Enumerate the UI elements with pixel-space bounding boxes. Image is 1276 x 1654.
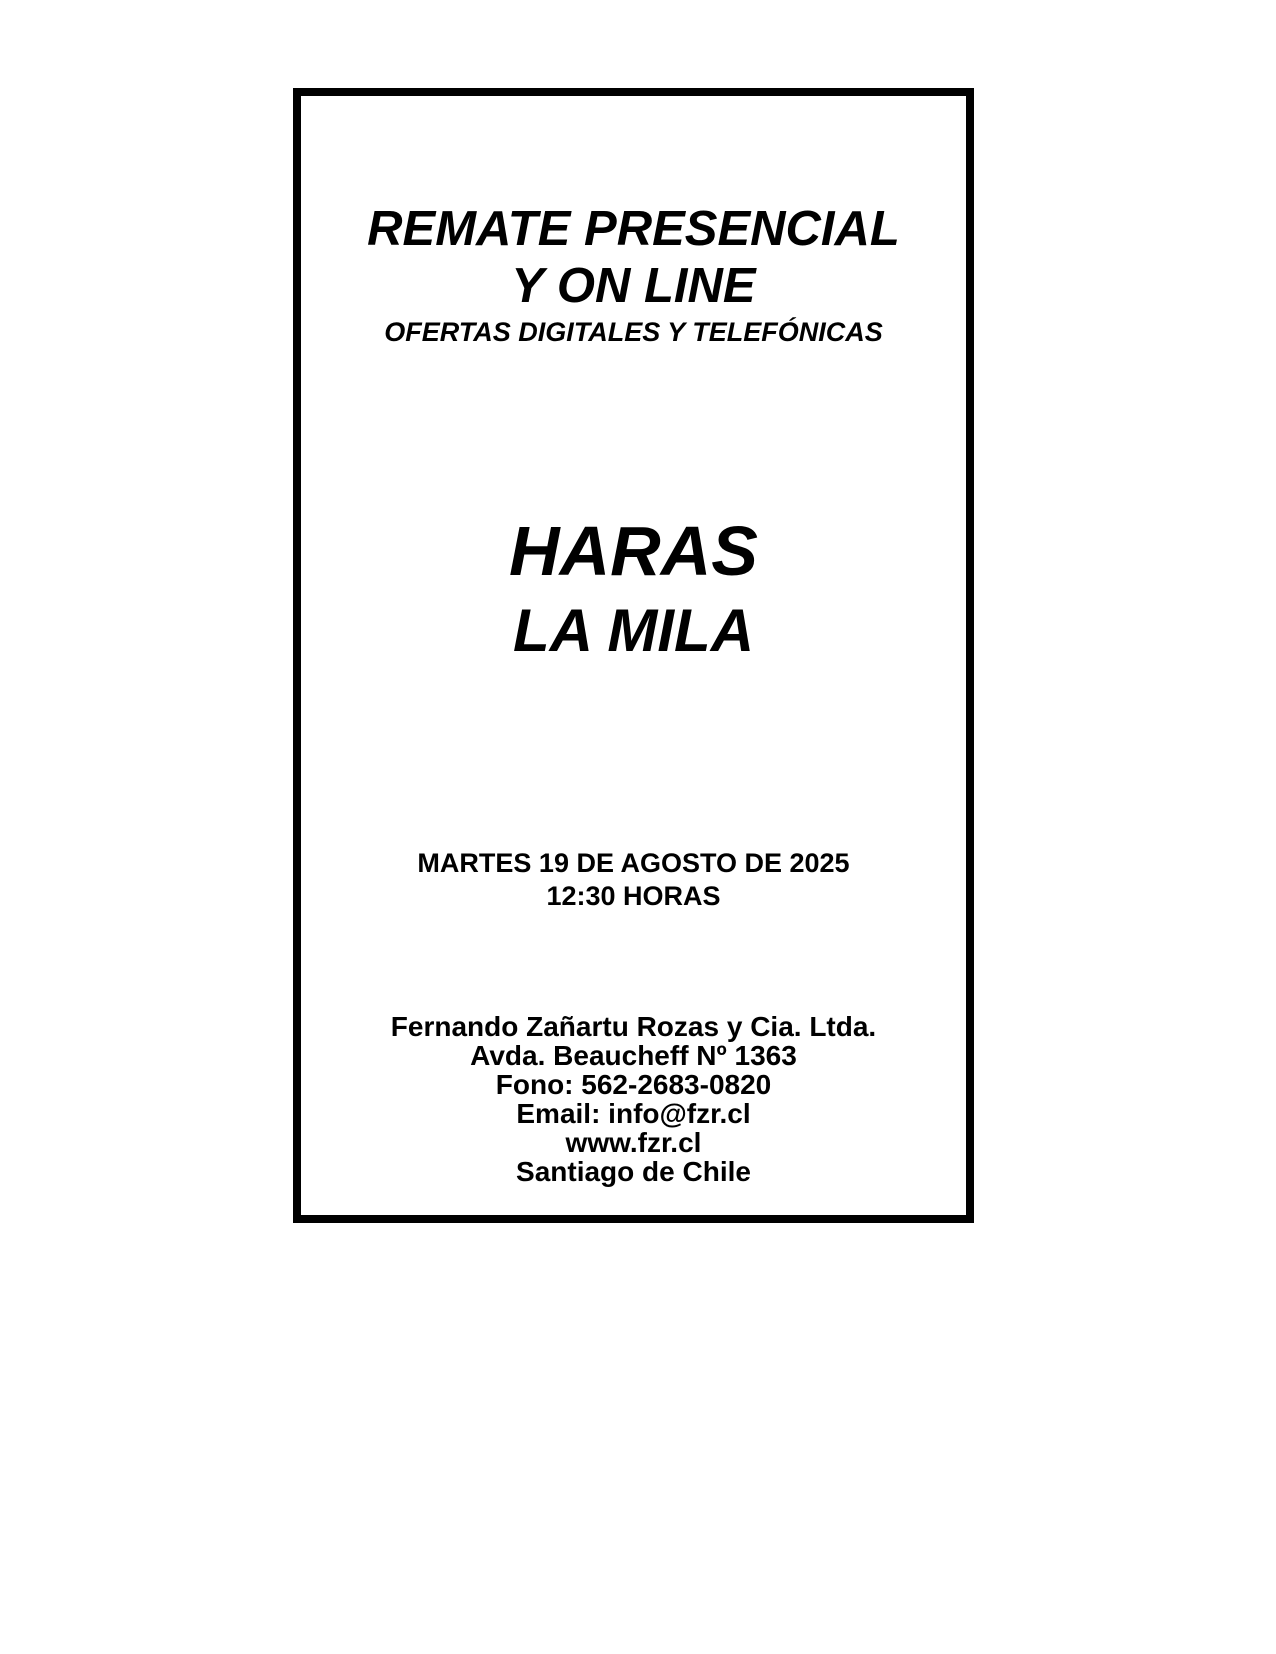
email: Email: info@fzr.cl [516,1098,751,1129]
title-line-2: Y ON LINE [511,259,756,313]
haras-title: HARAS [509,512,758,590]
contact-block [301,1012,966,1186]
cover-frame [293,88,974,1223]
phone: Fono: 562-2683-0820 [495,1069,772,1100]
website: www.fzr.cl [565,1127,702,1158]
city: Santiago de Chile [516,1156,751,1187]
event-time: 12:30 HORAS [546,881,721,911]
company-name: Fernando Zañartu Rozas y Cia. Ltda. [390,1011,877,1042]
haras-name: LA MILA [512,597,755,664]
subtitle: OFERTAS DIGITALES Y TELEFÓNICAS [384,317,883,347]
title-line-1: REMATE PRESENCIAL [367,202,900,256]
event-date: MARTES 19 DE AGOSTO DE 2025 [417,848,850,878]
address: Avda. Beaucheff Nº 1363 [470,1040,797,1071]
